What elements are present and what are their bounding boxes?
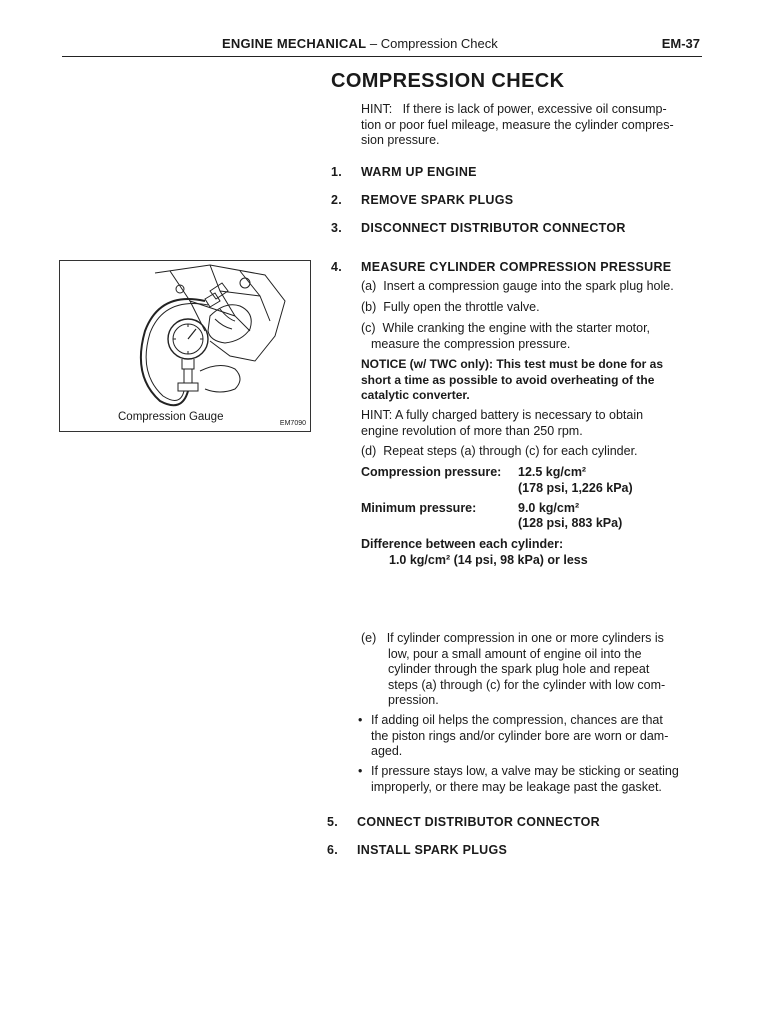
substep-line-3: cylinder through the spark plug hole and repeat [388,662,650,676]
substep-text: Insert a compression gauge into the spark plug hole. [383,279,674,293]
step-number: 2. [331,193,343,207]
bullet-item-2 [358,764,708,796]
intro-hint [361,102,701,149]
notice-line-1: NOTICE (w/ TWC only): This test must be done for as [361,357,664,371]
minimum-pressure-label: Minimum pressure: [361,501,477,515]
substep-key: (d) [361,444,377,458]
compression-pressure-alt: (178 psi, 1,226 kPa) [518,481,633,495]
step-number: 4. [331,260,343,274]
substep-c [361,321,706,352]
compression-pressure-label: Compression pressure: [361,465,502,479]
compression-pressure-value: 12.5 kg/cm² [518,465,587,479]
step-number: 1. [331,165,343,179]
bullet-item-1 [358,713,708,761]
substep-e [361,631,706,709]
header-section: ENGINE MECHANICAL [222,36,367,51]
substep-line-2: measure the compression pressure. [371,336,571,351]
bullet-line-1: If pressure stays low, a valve may be sticking or seating [371,764,679,778]
notice-line-2: short a time as possible to avoid overheating of the [361,372,655,387]
header-separator: – [366,36,381,51]
substep-a [361,279,706,295]
figure-caption: Compression Gauge [118,411,224,423]
page-number: EM-37 [661,36,700,51]
intro-hint-line-3: sion pressure. [361,133,440,147]
difference-label: Difference between each cylinder: [361,537,564,551]
substep-line-5: pression. [388,693,439,707]
step-number: 3. [331,221,343,235]
hint-line-2: engine revolution of more than 250 rpm. [361,423,583,438]
substep-key: (a) [361,279,377,293]
substep-d [361,444,706,460]
figure-code: EM7090 [279,420,306,427]
substep-key: (b) [361,300,377,314]
substep-text: Fully open the throttle valve. [383,300,540,314]
intro-hint-label: HINT: [361,102,393,116]
compression-gauge-figure [59,260,311,432]
step-label: WARM UP ENGINE [361,165,477,179]
bullet-dot: • [358,764,363,778]
minimum-pressure-value: 9.0 kg/cm² [518,501,580,515]
substep-line-1: If cylinder compression in one or more cylinders is [386,631,664,645]
step-number: 6. [327,843,339,857]
hint-block [361,408,706,439]
substep-b [361,300,706,316]
hint-line-1: HINT: A fully charged battery is necessary to obtain [361,408,644,422]
step-number: 5. [327,815,339,829]
notice-line-3: catalytic converter. [361,388,470,402]
bullet-line-3: aged. [371,744,403,758]
step-label: DISCONNECT DISTRIBUTOR CONNECTOR [361,221,626,235]
intro-hint-line-1: If there is lack of power, excessive oil consump- [402,102,667,116]
page-header [62,34,702,57]
difference-value: 1.0 kg/cm² (14 psi, 98 kPa) or less [389,553,588,567]
header-subsection: Compression Check [380,36,498,51]
substep-key: (e) [361,631,377,645]
step-label: REMOVE SPARK PLUGS [361,193,514,207]
notice-block [361,357,706,404]
substep-text: Repeat steps (a) through (c) for each cylinder. [383,444,638,458]
minimum-pressure-alt: (128 psi, 883 kPa) [518,516,623,530]
page-title: COMPRESSION CHECK [331,70,565,92]
bullet-line-2: the piston rings and/or cylinder bore are worn or dam- [371,728,669,743]
substep-line-2: low, pour a small amount of engine oil into the [388,646,642,661]
bullet-line-2: improperly, or there may be leakage past the gasket. [371,779,662,794]
substep-line-1: While cranking the engine with the starter motor, [382,321,651,335]
header-title [222,36,498,51]
bullet-dot: • [358,713,363,727]
bullet-line-1: If adding oil helps the compression, chances are that [371,713,663,727]
substep-key: (c) [361,321,376,335]
step-label: MEASURE CYLINDER COMPRESSION PRESSURE [361,260,672,274]
compression-gauge-illustration [60,261,310,431]
step-label: INSTALL SPARK PLUGS [357,843,508,857]
intro-hint-line-2: tion or poor fuel mileage, measure the cylinder compres- [361,117,674,132]
substep-line-4: steps (a) through (c) for the cylinder with low com- [388,677,666,692]
step-label: CONNECT DISTRIBUTOR CONNECTOR [357,815,600,829]
